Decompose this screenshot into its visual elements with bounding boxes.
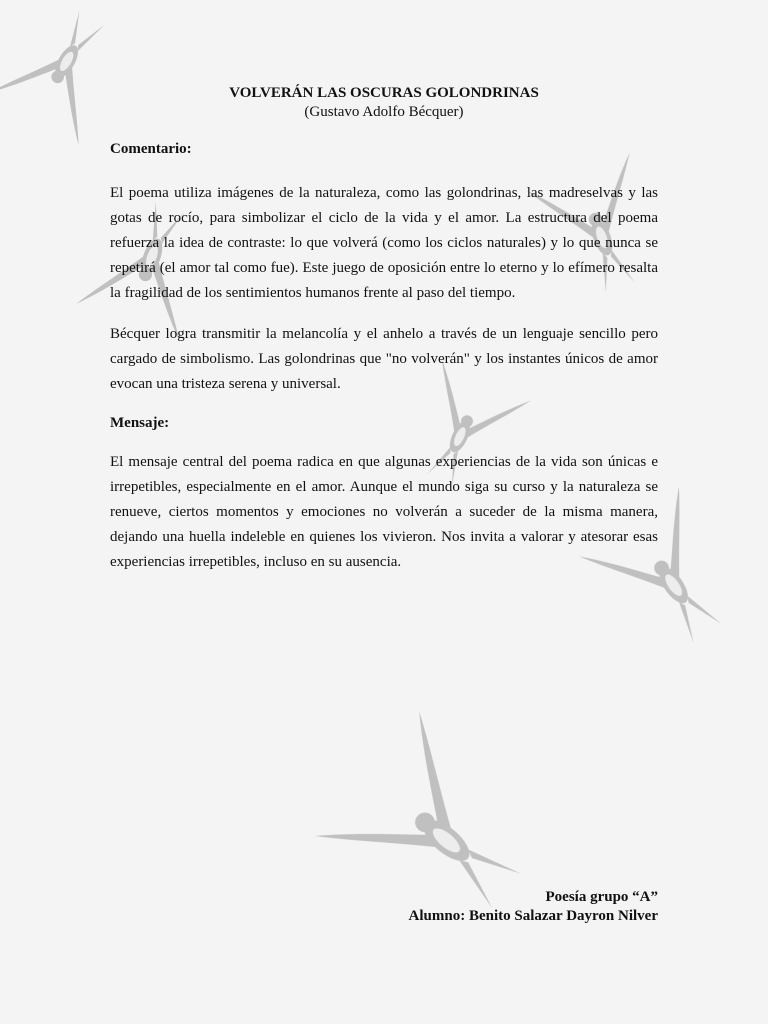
document-body: [110, 84, 658, 575]
comentario-paragraph: Bécquer logra transmitir la melancolía y el anhelo a través de un lenguaje sencillo pero cargado de simbolismo. Las golondrinas que "no volverán" y los instantes únicos de amor evocan una tristeza serena y universal.: [110, 326, 658, 392]
signature-student: Alumno: Benito Salazar Dayron Nilver: [408, 908, 658, 924]
document-title: VOLVERÁN LAS OSCURAS GOLONDRINAS: [229, 85, 539, 101]
section-heading-comentario: Comentario:: [110, 141, 192, 157]
comentario-paragraph: El poema utiliza imágenes de la naturaleza, como las golondrinas, las madreselvas y las gotas de rocío, para simbolizar el ciclo de la vida y el amor. La estructura del poema refuerza la idea de contraste: lo que volverá (como los ciclos naturales) y lo que nunca se repetirá (el amor tal como fue). Este juego de oposición entre lo eterno y lo efímero resalta la fragilidad de los sentimientos humanos frente al paso del tiempo.: [110, 185, 658, 301]
signature-group: Poesía grupo “A”: [545, 889, 658, 905]
document-subtitle: (Gustavo Adolfo Bécquer): [304, 104, 464, 120]
signature-block: [409, 888, 658, 926]
mensaje-paragraph: El mensaje central del poema radica en que algunas experiencias de la vida son únicas e irrepetibles, especialmente en el amor. Aunque el mundo siga su curso y la naturaleza se renueve, ciertos momentos y emociones no volverán a suceder de la misma manera, dejando una huella indeleble en quienes los vivieron. Nos invita a valorar y atesorar esas experiencias irrepetibles, incluso en su ausencia.: [110, 454, 658, 570]
section-heading-mensaje: Mensaje:: [110, 415, 170, 431]
